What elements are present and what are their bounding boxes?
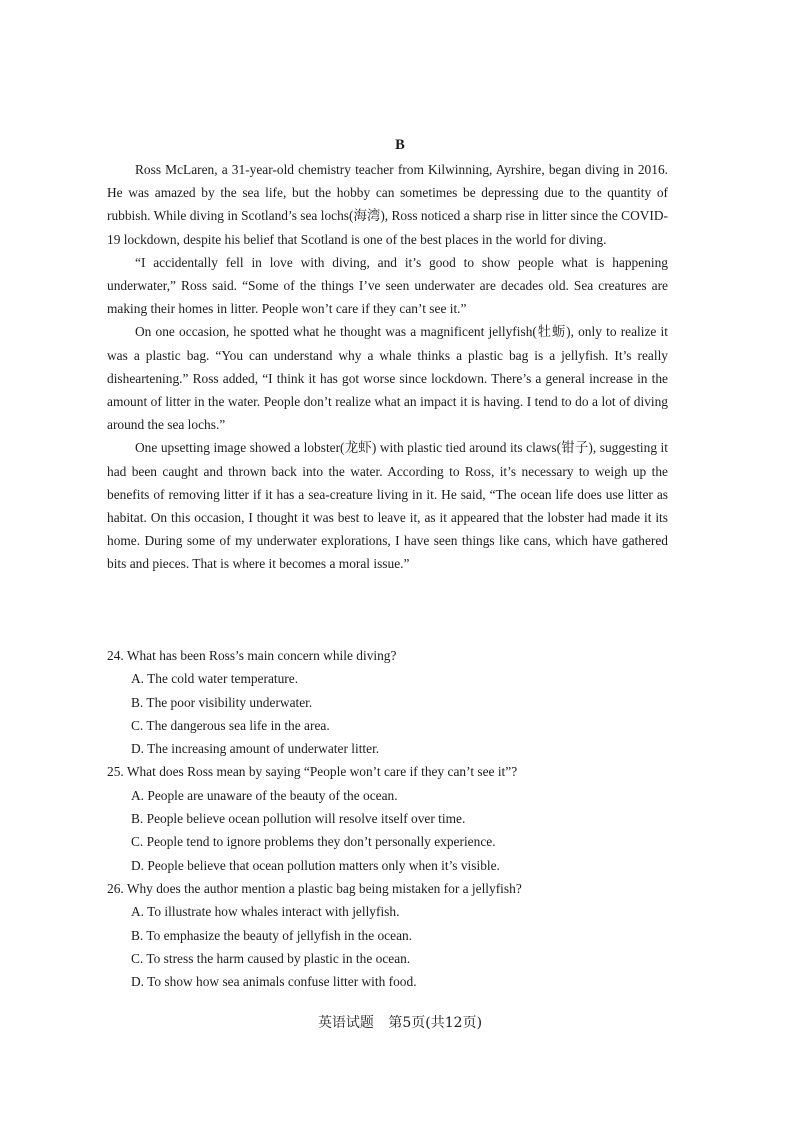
section-title: B bbox=[395, 137, 405, 153]
question-24 bbox=[107, 644, 668, 760]
option-list bbox=[107, 900, 668, 993]
footer-page-number: 第5页(共12页) bbox=[388, 1015, 483, 1031]
question-stem: 25. What does Ross mean by saying “People won’t care if they can’t see it”? bbox=[107, 764, 518, 780]
option-c: C. People tend to ignore problems they don’t personally experience. bbox=[131, 834, 496, 850]
option-b: B. To emphasize the beauty of jellyfish in the ocean. bbox=[131, 927, 413, 943]
option-d: D. People believe that ocean pollution matters only when it’s visible. bbox=[131, 857, 500, 873]
option-a: A. People are unaware of the beauty of the ocean. bbox=[131, 787, 398, 803]
question-stem: 24. What has been Ross’s main concern while diving? bbox=[107, 648, 397, 663]
option-a: A. The cold water temperature. bbox=[131, 671, 299, 687]
option-c: C. To stress the harm caused by plastic in the ocean. bbox=[131, 950, 411, 966]
option-d: D. To show how sea animals confuse litter with food. bbox=[131, 974, 417, 990]
question-list bbox=[107, 644, 668, 993]
passage-paragraph: On one occasion, he spotted what he thought was a magnificent jellyfish(牡蛎), only to realize it was a plastic bag. “You can understand why a whale thinks a plastic bag is a jellyfish. It’s really disheartening.” Ross added, “I think it has got worse since lockdown. There’s a general increase in the amount of litter in the water. People don’t realize what an impact it is having. I tend to do a lot of diving around the sea lochs.” bbox=[107, 324, 668, 433]
page-footer bbox=[0, 1012, 800, 1032]
option-b: B. The poor visibility underwater. bbox=[131, 694, 313, 710]
question-stem: 26. Why does the author mention a plastic bag being mistaken for a jellyfish? bbox=[107, 880, 522, 896]
option-b: B. People believe ocean pollution will resolve itself over time. bbox=[131, 811, 466, 827]
passage-paragraph: One upsetting image showed a lobster(龙虾) with plastic tied around its claws(钳子), suggesting it had been caught and thrown back into the water. According to Ross, it’s necessary to weigh up the benefits of removing litter if it has a sea-creature living in it. He said, “The ocean life does use litter as habitat. On this occasion, I thought it was best to leave it, as it appeared that the lobster had made it its home. During some of my underwater explorations, I have seen things like cans, which have gathered bits and pieces. That is where it becomes a moral issue.” bbox=[107, 440, 668, 572]
passage-paragraph: “I accidentally fell in love with diving, and it’s good to show people what is happening underwater,” Ross said. “Some of the things I’ve seen underwater are decades old. Sea creatures are making their homes in litter. People won’t care if they can’t see it.” bbox=[107, 254, 668, 317]
question-25 bbox=[107, 760, 668, 876]
footer-subject: 英语试题 bbox=[317, 1015, 374, 1031]
passage-paragraph: Ross McLaren, a 31-year-old chemistry teacher from Kilwinning, Ayrshire, began diving in 2016. He was amazed by the sea life, but the hobby can sometimes be depressing due to the quantity of rubbish. While diving in Scotland’s sea lochs(海湾), Ross noticed a sharp rise in litter since the COVID-19 lockdown, despite his belief that Scotland is one of the best places in the world for diving. bbox=[107, 162, 668, 247]
reading-passage bbox=[107, 158, 668, 576]
option-c: C. The dangerous sea life in the area. bbox=[131, 717, 330, 733]
option-list bbox=[107, 784, 668, 877]
option-list bbox=[107, 667, 668, 760]
option-d: D. The increasing amount of underwater litter. bbox=[131, 741, 380, 757]
question-26 bbox=[107, 877, 668, 993]
option-a: A. To illustrate how whales interact with jellyfish. bbox=[131, 904, 400, 920]
